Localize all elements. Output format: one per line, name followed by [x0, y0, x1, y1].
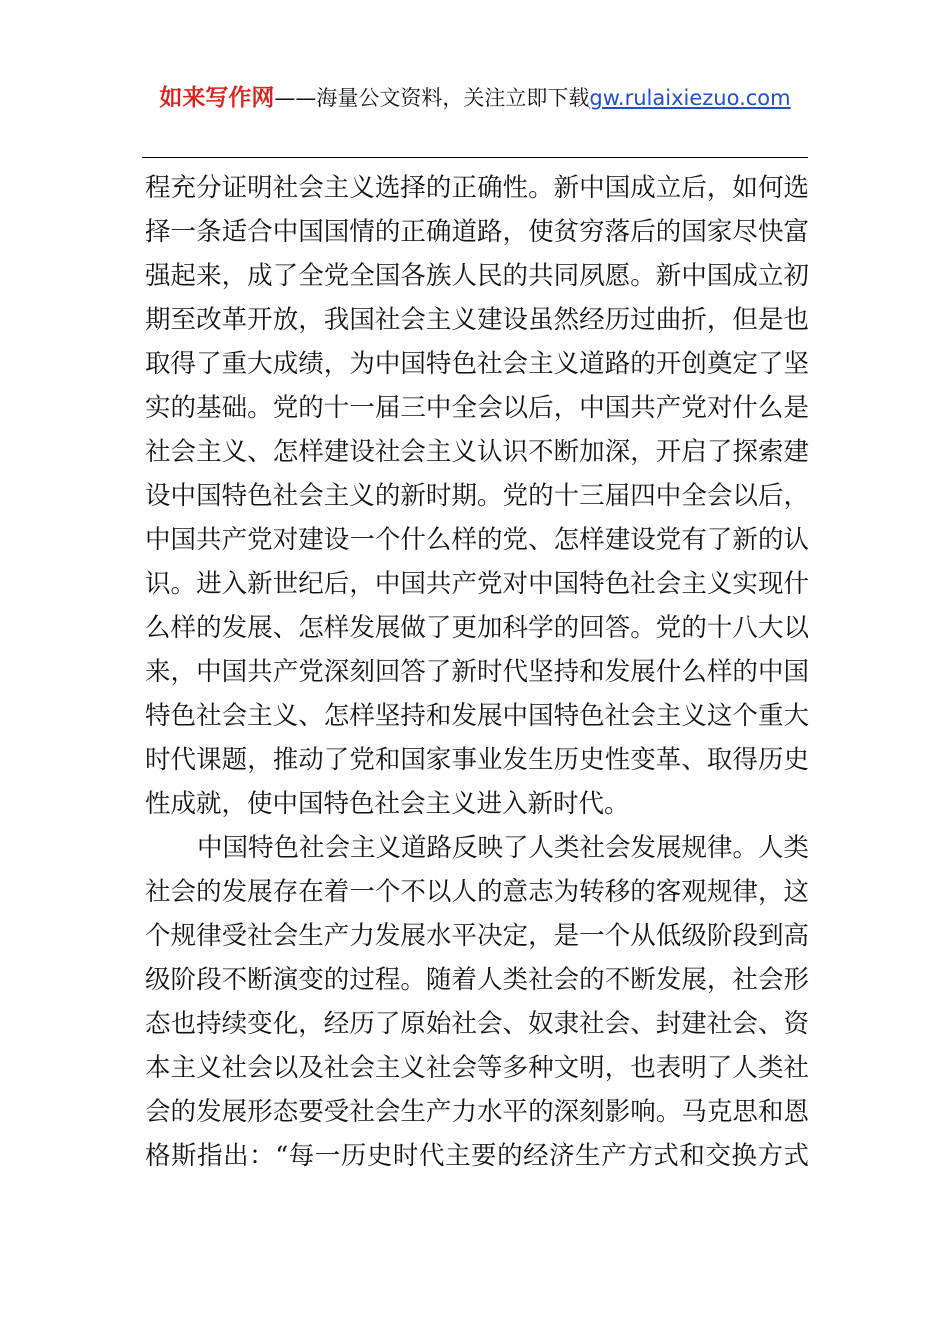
text-line: 格斯指出：“每一历史时代主要的经济生产方式和交换方式 — [145, 1141, 809, 1171]
text-line: 中国共产党对建设一个什么样的党、怎样建设党有了新的认 — [145, 525, 809, 555]
text-line: 个规律受社会生产力发展水平决定，是一个从低级阶段到高 — [145, 921, 809, 951]
text-line: 态也持续变化，经历了原始社会、奴隶社会、封建社会、资 — [145, 1009, 809, 1039]
paragraph — [145, 826, 809, 1178]
text-line: 中国特色社会主义道路反映了人类社会发展规律。人类 — [197, 833, 809, 863]
text-line: 来，中国共产党深刻回答了新时代坚持和发展什么样的中国 — [145, 657, 809, 687]
text-line: 么样的发展、怎样发展做了更加科学的回答。党的十八大以 — [145, 613, 809, 643]
header-tagline: ——海量公文资料，关注立即下载 — [274, 86, 590, 110]
text-line: 社会的发展存在着一个不以人的意志为转移的客观规律，这 — [145, 877, 809, 907]
text-line: 时代课题，推动了党和国家事业发生历史性变革、取得历史 — [145, 745, 809, 775]
page-header — [0, 78, 950, 118]
header-link[interactable]: gw.rulaixiezuo.com — [589, 86, 791, 110]
text-line: 择一条适合中国国情的正确道路，使贫穷落后的国家尽快富 — [145, 217, 809, 247]
header-divider — [142, 157, 808, 158]
text-line: 期至改革开放，我国社会主义建设虽然经历过曲折，但是也 — [145, 305, 809, 335]
text-line: 取得了重大成绩，为中国特色社会主义道路的开创奠定了坚 — [145, 349, 809, 379]
text-line: 社会主义、怎样建设社会主义认识不断加深，开启了探索建 — [145, 437, 809, 467]
text-line: 强起来，成了全党全国各族人民的共同夙愿。新中国成立初 — [145, 261, 809, 291]
text-line: 特色社会主义、怎样坚持和发展中国特色社会主义这个重大 — [145, 701, 809, 731]
text-line: 性成就，使中国特色社会主义进入新时代。 — [145, 789, 630, 819]
header-brand: 如来写作网 — [159, 85, 275, 111]
text-line: 会的发展形态要受社会生产力水平的深刻影响。马克思和恩 — [145, 1097, 809, 1127]
text-line: 程充分证明社会主义选择的正确性。新中国成立后，如何选 — [145, 173, 809, 203]
text-line: 本主义社会以及社会主义社会等多种文明，也表明了人类社 — [145, 1053, 809, 1083]
document-body — [145, 166, 809, 1178]
paragraph — [145, 166, 809, 826]
text-line: 设中国特色社会主义的新时期。党的十三届四中全会以后， — [145, 481, 809, 511]
text-line: 实的基础。党的十一届三中全会以后，中国共产党对什么是 — [145, 393, 809, 423]
text-line: 级阶段不断演变的过程。随着人类社会的不断发展，社会形 — [145, 965, 809, 995]
text-line: 识。进入新世纪后，中国共产党对中国特色社会主义实现什 — [145, 569, 809, 599]
